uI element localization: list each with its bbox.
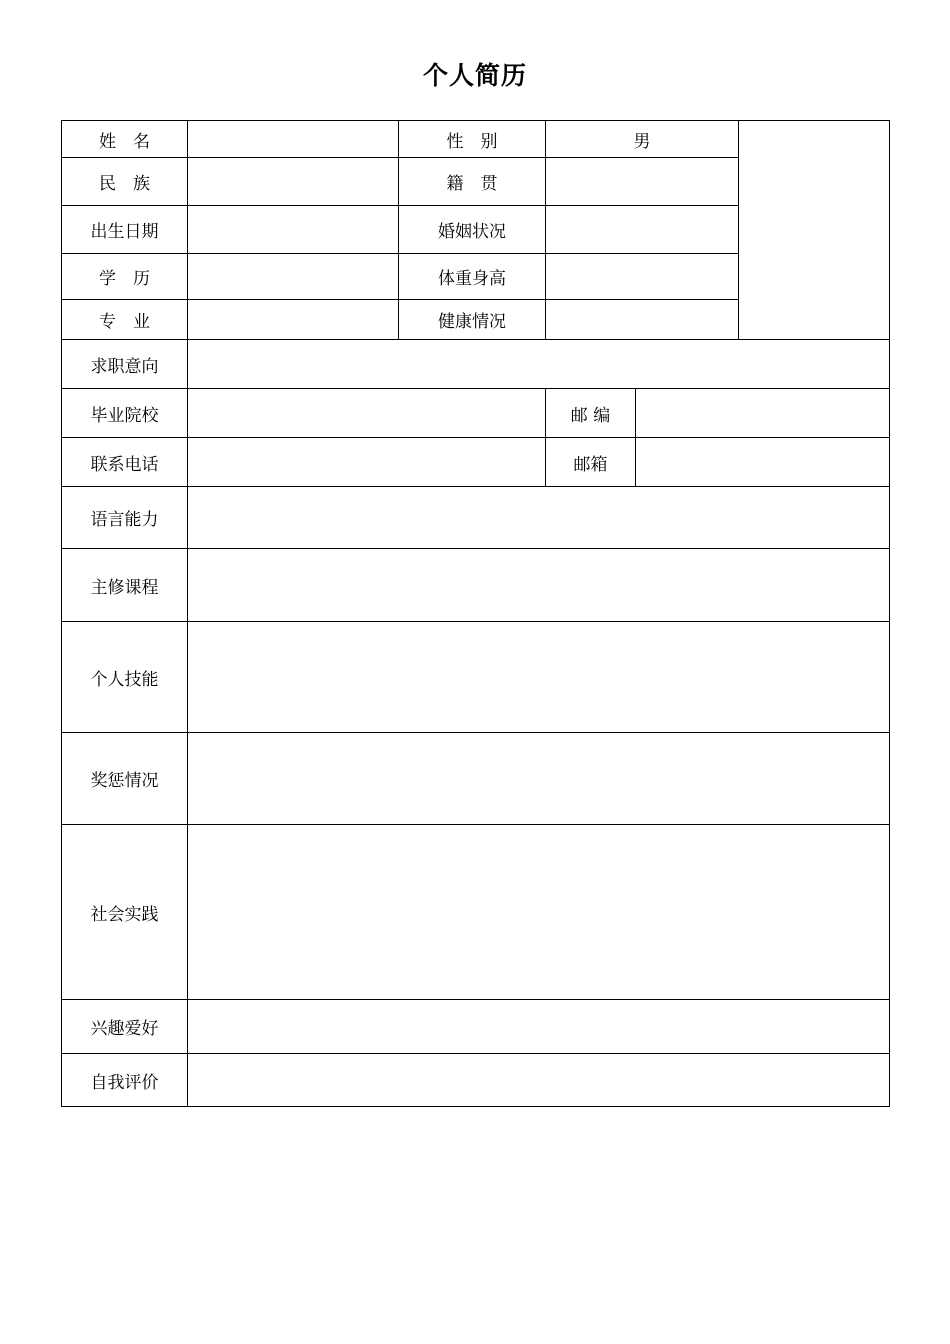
row-school (62, 389, 890, 438)
skills-field[interactable] (188, 622, 890, 733)
self-eval-label: 自我评价 (62, 1054, 188, 1107)
practice-field[interactable] (188, 825, 890, 1000)
education-field[interactable] (188, 254, 399, 300)
email-field[interactable] (636, 438, 890, 487)
row-objective (62, 340, 890, 389)
courses-label: 主修课程 (62, 549, 188, 622)
courses-field[interactable] (188, 549, 890, 622)
ethnicity-field[interactable] (188, 158, 399, 206)
row-practice (62, 825, 890, 1000)
postcode-label: 邮 编 (546, 389, 636, 438)
body-field[interactable] (546, 254, 739, 300)
row-phone (62, 438, 890, 487)
health-field[interactable] (546, 300, 739, 340)
awards-label: 奖惩情况 (62, 733, 188, 825)
row-self-eval (62, 1054, 890, 1107)
row-hobbies (62, 1000, 890, 1054)
language-label: 语言能力 (62, 487, 188, 549)
practice-label: 社会实践 (62, 825, 188, 1000)
row-name (62, 121, 890, 158)
birth-field[interactable] (188, 206, 399, 254)
photo-box[interactable] (739, 121, 890, 340)
marital-field[interactable] (546, 206, 739, 254)
skills-label: 个人技能 (62, 622, 188, 733)
major-field[interactable] (188, 300, 399, 340)
objective-label: 求职意向 (62, 340, 188, 389)
row-skills (62, 622, 890, 733)
objective-field[interactable] (188, 340, 890, 389)
body-label: 体重身高 (399, 254, 546, 300)
row-courses (62, 549, 890, 622)
phone-field[interactable] (188, 438, 546, 487)
native-place-field[interactable] (546, 158, 739, 206)
language-field[interactable] (188, 487, 890, 549)
school-label: 毕业院校 (62, 389, 188, 438)
gender-field[interactable]: 男 (546, 121, 739, 158)
row-awards (62, 733, 890, 825)
self-eval-field[interactable] (188, 1054, 890, 1107)
marital-label: 婚姻状况 (399, 206, 546, 254)
page-title: 个人简历 (422, 61, 527, 90)
native-place-label: 籍 贯 (399, 158, 546, 206)
school-field[interactable] (188, 389, 546, 438)
major-label: 专 业 (62, 300, 188, 340)
gender-label: 性 别 (399, 121, 546, 158)
hobbies-field[interactable] (188, 1000, 890, 1054)
email-label: 邮箱 (546, 438, 636, 487)
row-language (62, 487, 890, 549)
ethnicity-label: 民 族 (62, 158, 188, 206)
postcode-field[interactable] (636, 389, 890, 438)
name-field[interactable] (188, 121, 399, 158)
health-label: 健康情况 (399, 300, 546, 340)
phone-label: 联系电话 (62, 438, 188, 487)
education-label: 学 历 (62, 254, 188, 300)
awards-field[interactable] (188, 733, 890, 825)
birth-label: 出生日期 (62, 206, 188, 254)
resume-table (61, 120, 890, 1107)
hobbies-label: 兴趣爱好 (62, 1000, 188, 1054)
name-label: 姓 名 (62, 121, 188, 158)
